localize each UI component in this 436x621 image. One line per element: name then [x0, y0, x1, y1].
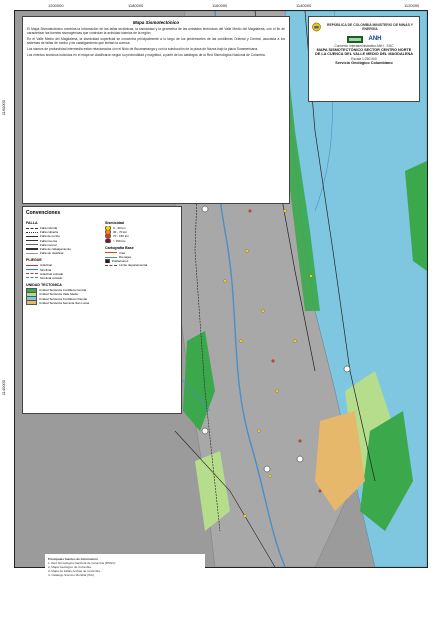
title-line: Escala 1:250.000 — [351, 56, 377, 61]
seismic-event — [240, 340, 243, 343]
seismic-event — [294, 340, 297, 343]
seismic-event — [299, 440, 302, 443]
logo-row — [312, 20, 416, 34]
legend-item: > 150 km — [105, 239, 178, 243]
description-panel — [22, 16, 290, 204]
coord-label-top: 1180000 — [128, 3, 144, 8]
legend-item: Anticlinal volcado — [26, 272, 99, 276]
legend-section-units: UNIDAD TECTONICA — [26, 283, 62, 288]
map-marker — [344, 366, 350, 372]
map-marker — [202, 428, 208, 434]
title-line: DE LA CUENCA DEL VALLE MEDIO DEL MAGDALENA — [314, 52, 414, 57]
legend-item: 30 - 70 km — [105, 230, 178, 234]
legend-item: Falla de cabalgamiento — [26, 247, 99, 251]
town-swatch — [105, 259, 110, 263]
boundary-swatch — [105, 265, 117, 266]
coord-label-side: 1160000 — [1, 100, 6, 116]
seismic-event — [269, 475, 272, 478]
title-line: Convenio interadministrativo ANH - SGC — [334, 44, 394, 48]
coord-label-top: 1160000 — [212, 3, 228, 8]
legend-section-cartography: Cartografía Base — [105, 245, 134, 250]
seismic-event — [262, 310, 265, 313]
source-item: 4. Catálogo Sísmico Mundial (ISC). — [48, 573, 95, 577]
road-swatch — [105, 252, 117, 253]
sources-panel — [45, 553, 205, 621]
fault-swatch — [26, 244, 38, 245]
legend-item: Falla inversa — [26, 239, 99, 243]
legend-item: Falla sin clasificar — [26, 251, 99, 255]
source-item: 2. Mapa Geológico de Colombia. — [48, 565, 92, 569]
title-block — [308, 16, 420, 102]
seismic-event — [224, 280, 227, 283]
legend-item: Falla inferida — [26, 226, 99, 230]
legend-item: Falla cubierta — [26, 230, 99, 234]
seismic-event — [319, 490, 322, 493]
title-line: MAPA SISMOTECTÓNICO SECTOR CENTRO NORTE — [316, 48, 412, 53]
fold-swatch — [26, 277, 38, 278]
fault-swatch — [26, 236, 38, 237]
description-paragraph: Los eventos sísmicos incluidos en el mapa se clasificaron según su profundidad y magnitud, a partir de los catálogos de la Red Sismológica Nacional de Colombia. — [27, 53, 266, 58]
description-paragraph: En el Valle Medio del Magdalena, la sismicidad superficial se concentra principalmente a lo largo de los piedemontes de las cordilleras Oriental y Central, asociada a los sistemas de fallas de rumbo y de cabalgamiento que limitan la cuenca. — [27, 37, 285, 46]
description-paragraph: Los sismos de profundidad intermedia están relacionados con el Nido de Bucaramanga y con la subducción de la placa de Nazca bajo la placa Suramericana. — [27, 47, 259, 52]
legend-title: Convenciones — [26, 210, 61, 216]
legend-item: 70 - 150 km — [105, 234, 178, 238]
colombia-seal-icon — [312, 22, 321, 32]
fault-swatch — [26, 228, 38, 229]
legend-section-seismicity: Sismicidad — [105, 221, 124, 225]
legend-item: 0 - 30 km — [105, 226, 178, 230]
seismic-event — [246, 250, 249, 253]
fault-swatch — [26, 240, 38, 241]
legend-panel — [22, 206, 182, 577]
legend-item: Límite departamental — [105, 263, 178, 267]
coord-label-top: 1140000 — [296, 3, 312, 8]
sgc-logo-icon — [347, 36, 363, 43]
seismic-swatch — [105, 239, 111, 243]
agency-name: ANH — [368, 36, 382, 42]
fold-swatch — [26, 273, 38, 274]
legend-section-folds: PLIEGUE — [26, 258, 42, 263]
legend-item: Anticlinal — [26, 263, 99, 267]
seismic-event — [244, 515, 247, 518]
legend-item: Poblaciones — [105, 259, 178, 263]
legend-item: Vías — [105, 251, 178, 255]
coord-label-side: 1140000 — [1, 380, 6, 396]
seismic-event — [276, 390, 279, 393]
sources-title: Principales fuentes de información — [48, 557, 98, 561]
legend-section-faults: FALLA — [26, 221, 38, 225]
map-marker — [202, 206, 208, 212]
coord-label-top: 1200000 — [48, 3, 64, 8]
seismic-event — [272, 360, 275, 363]
description-title: Mapa Sismotectónico — [132, 20, 180, 25]
fault-swatch — [26, 248, 38, 250]
coord-label-top: 1120000 — [404, 3, 420, 8]
institution-name: REPÚBLICA DE COLOMBIA MINISTERIO DE MINAS Y ENERGÍA — [327, 23, 413, 31]
source-item: 3. Mapa de Fallas Activas de Colombia. — [48, 569, 101, 573]
fold-swatch — [26, 269, 38, 270]
map-marker — [264, 466, 270, 472]
legend-item: Unidad Tectónica Valle Medio — [26, 292, 99, 296]
fault-swatch — [26, 253, 38, 254]
legend-item: Sinclinal volcado — [26, 276, 99, 280]
title-line: Servicio Geológico Colombiano — [335, 60, 393, 65]
legend-item: Sinclinal — [26, 268, 99, 272]
map-marker — [297, 456, 303, 462]
legend-item: Drenajes — [105, 255, 178, 259]
legend-item: Falla de rumbo — [26, 234, 99, 238]
legend-item: Unidad Tectónica Cordillera Central — [26, 288, 99, 292]
unit-swatch — [26, 301, 37, 305]
seismic-event — [258, 430, 261, 433]
legend-item: Unidad Tectónica Cordillera Oriental — [26, 296, 99, 300]
legend-item: Falla normal — [26, 243, 99, 247]
fold-swatch — [26, 265, 38, 266]
legend-item: Unidad Tectónica Serranía San Lucas — [26, 301, 99, 305]
seismic-event — [284, 210, 287, 213]
fault-swatch — [26, 232, 38, 233]
source-item: 1. Red Sismológica Nacional de Colombia (RSNC). — [48, 561, 117, 565]
seismic-event — [249, 210, 252, 213]
description-paragraph: El Mapa Sismotectónico combina la información de las fallas tectónicas, la sismicidad y la geometría de las unidades tectónicas del Valle Medio del Magdalena, con el fin de caracterizar las fuentes sismogénicas que controlan la actividad sísmica de la región. — [27, 27, 285, 36]
river-swatch — [105, 257, 117, 258]
seismic-event — [310, 275, 313, 278]
